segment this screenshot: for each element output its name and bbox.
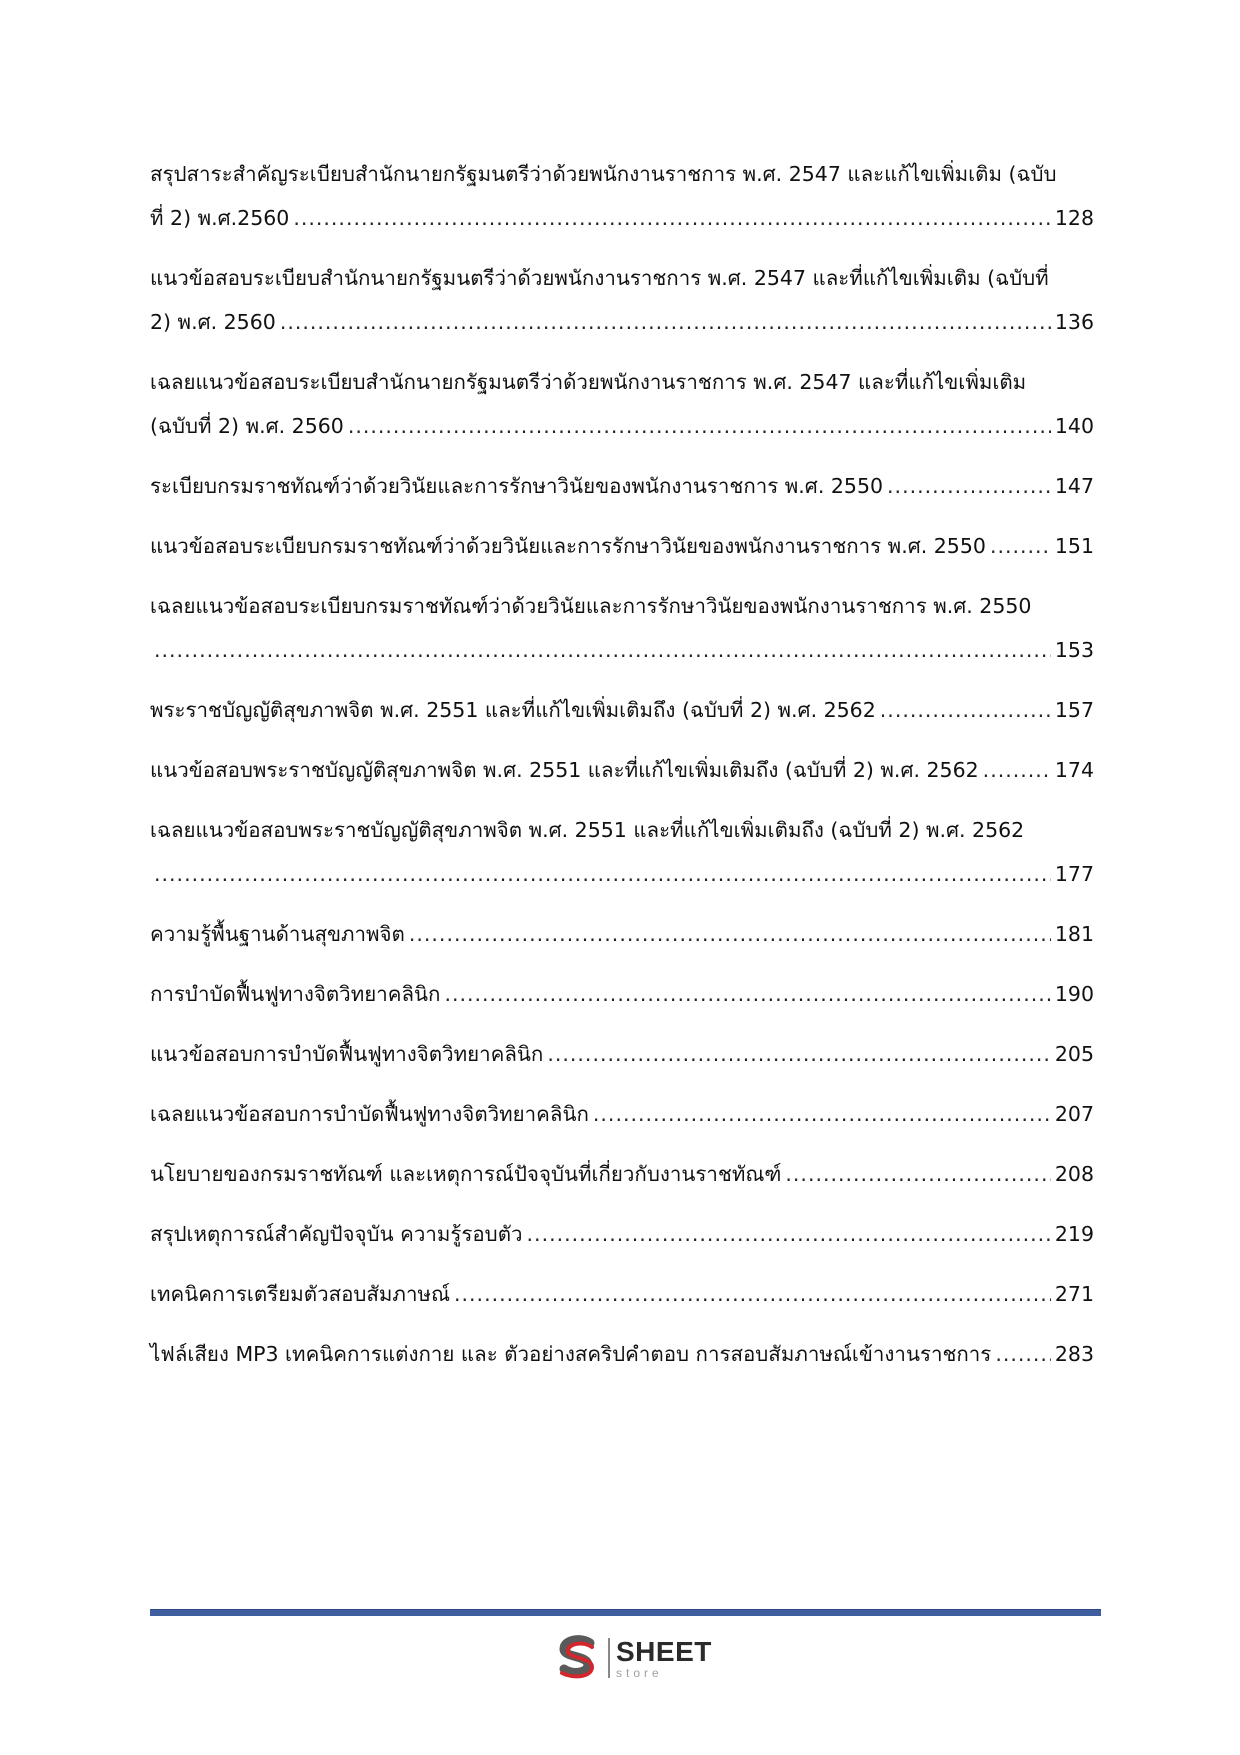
- logo-divider: [608, 1638, 610, 1678]
- toc-entry-title-line1: เฉลยแนวข้อสอบระเบียบกรมราชทัณฑ์ว่าด้วยวินัยและการรักษาวินัยของพนักงานราชการ พ.ศ. 2550: [150, 594, 1032, 618]
- toc-leader-dots: [444, 972, 1050, 1016]
- toc-entry[interactable]: [150, 1152, 1094, 1196]
- logo-text: [616, 1635, 712, 1680]
- toc-leader-dots: [880, 688, 1051, 732]
- toc-entry[interactable]: [150, 808, 1094, 896]
- toc-entry[interactable]: [150, 748, 1094, 792]
- toc-entry-line2: [150, 404, 1094, 448]
- toc-leader-dots: [454, 1272, 1051, 1316]
- toc-leader-dots: [154, 852, 1051, 896]
- toc-entry-title: ระเบียบกรมราชทัณฑ์ว่าด้วยวินัยและการรักษาวินัยของพนักงานราชการ พ.ศ. 2550: [150, 474, 884, 498]
- toc-entry-title: แนวข้อสอบการบำบัดฟื้นฟูทางจิตวิทยาคลินิก: [150, 1042, 544, 1066]
- toc-entry-title-line2: (ฉบับที่ 2) พ.ศ. 2560: [150, 414, 344, 438]
- toc-entry[interactable]: [150, 464, 1094, 508]
- toc-leader-dots: [280, 300, 1051, 344]
- toc-entry-title: แนวข้อสอบพระราชบัญญัติสุขภาพจิต พ.ศ. 2551 และที่แก้ไขเพิ่มเติมถึง (ฉบับที่ 2) พ.ศ. 2562: [150, 758, 979, 782]
- toc-entry-title: นโยบายของกรมราชทัณฑ์ และเหตุการณ์ปัจจุบันที่เกี่ยวกับงานราชทัณฑ์: [150, 1162, 782, 1186]
- toc-entry-line2: [150, 628, 1094, 672]
- toc-entry-title-line1: แนวข้อสอบระเบียบสำนักนายกรัฐมนตรีว่าด้วยพนักงานราชการ พ.ศ. 2547 และที่แก้ไขเพิ่มเติม (ฉบับที่: [150, 266, 1049, 290]
- toc-entry-title: เฉลยแนวข้อสอบการบำบัดฟื้นฟูทางจิตวิทยาคลินิก: [150, 1102, 589, 1126]
- toc-page-number: 283: [1054, 1342, 1094, 1366]
- toc-leader-dots: [527, 1212, 1051, 1256]
- toc-entry-title-line2: ที่ 2) พ.ศ.2560: [150, 206, 290, 230]
- toc-entry[interactable]: [150, 1332, 1094, 1376]
- toc-leader-dots: [154, 628, 1051, 672]
- toc-entry-title-line1: เฉลยแนวข้อสอบระเบียบสำนักนายกรัฐมนตรีว่าด้วยพนักงานราชการ พ.ศ. 2547 และที่แก้ไขเพิ่มเติม: [150, 370, 1027, 394]
- toc-entry[interactable]: [150, 1272, 1094, 1316]
- toc-entry-title: ไฟล์เสียง MP3 เทคนิคการแต่งกาย และ ตัวอย่างสคริปคำตอบ การสอบสัมภาษณ์เข้างานราชการ: [150, 1342, 992, 1366]
- toc-page-number: 157: [1054, 698, 1094, 722]
- toc-entry-title: เทคนิคการเตรียมตัวสอบสัมภาษณ์: [150, 1282, 450, 1306]
- toc-entry-line2: [150, 852, 1094, 896]
- toc-entry[interactable]: [150, 688, 1094, 732]
- toc-entry[interactable]: [150, 1092, 1094, 1136]
- toc-entry[interactable]: [150, 1212, 1094, 1256]
- toc-entry[interactable]: [150, 152, 1094, 240]
- toc-page-number: 190: [1054, 982, 1094, 1006]
- toc-entry-title: การบำบัดฟื้นฟูทางจิตวิทยาคลินิก: [150, 982, 441, 1006]
- toc-page-number: 136: [1054, 310, 1094, 334]
- toc-page-number: 177: [1054, 862, 1094, 886]
- toc-entry-title: ความรู้พื้นฐานด้านสุขภาพจิต: [150, 922, 405, 946]
- toc-page-number: 207: [1054, 1102, 1094, 1126]
- toc-leader-dots: [593, 1092, 1051, 1136]
- toc-entry[interactable]: [150, 584, 1094, 672]
- toc-entry[interactable]: [150, 360, 1094, 448]
- logo-word: SHEET: [616, 1635, 712, 1667]
- toc-page-number: 128: [1054, 206, 1094, 230]
- toc-leader-dots: [990, 524, 1051, 568]
- logo-sub: store: [616, 1665, 663, 1680]
- toc-page-number: 205: [1054, 1042, 1094, 1066]
- toc-entry-line2: [150, 300, 1094, 344]
- toc-leader-dots: [293, 196, 1051, 240]
- toc-entry[interactable]: [150, 1032, 1094, 1076]
- toc-page-number: 174: [1054, 758, 1094, 782]
- toc-leader-dots: [785, 1152, 1050, 1196]
- toc-leader-dots: [409, 912, 1051, 956]
- toc-page-number: 147: [1054, 474, 1094, 498]
- toc-page-number: 271: [1054, 1282, 1094, 1306]
- toc-leader-dots: [547, 1032, 1051, 1076]
- toc-page-number: 181: [1054, 922, 1094, 946]
- toc-entry-title: พระราชบัญญัติสุขภาพจิต พ.ศ. 2551 และที่แก้ไขเพิ่มเติมถึง (ฉบับที่ 2) พ.ศ. 2562: [150, 698, 876, 722]
- toc-leader-dots: [348, 404, 1051, 448]
- toc-entry-title-line1: สรุปสาระสำคัญระเบียบสำนักนายกรัฐมนตรีว่าด้วยพนักงานราชการ พ.ศ. 2547 และแก้ไขเพิ่มเติม (ฉบับ: [150, 162, 1057, 186]
- toc-page-number: 153: [1054, 638, 1094, 662]
- toc-entry[interactable]: [150, 972, 1094, 1016]
- toc-leader-dots: [887, 464, 1051, 508]
- toc-entry-line2: [150, 196, 1094, 240]
- toc-entry-title: แนวข้อสอบระเบียบกรมราชทัณฑ์ว่าด้วยวินัยและการรักษาวินัยของพนักงานราชการ พ.ศ. 2550: [150, 534, 986, 558]
- toc-entry[interactable]: [150, 256, 1094, 344]
- toc-page-number: 140: [1054, 414, 1094, 438]
- toc-entry[interactable]: [150, 524, 1094, 568]
- toc-page-number: 151: [1054, 534, 1094, 558]
- toc-entry[interactable]: [150, 912, 1094, 956]
- toc-page-number: 219: [1054, 1222, 1094, 1246]
- toc-entry-title: สรุปเหตุการณ์สำคัญปัจจุบัน ความรู้รอบตัว: [150, 1222, 523, 1246]
- toc-leader-dots: [995, 1332, 1051, 1376]
- table-of-contents: [150, 152, 1094, 1392]
- toc-page-number: 208: [1054, 1162, 1094, 1186]
- sheet-store-s-icon: [552, 1633, 602, 1683]
- sheet-store-logo: [552, 1630, 722, 1686]
- toc-entry-title-line1: เฉลยแนวข้อสอบพระราชบัญญัติสุขภาพจิต พ.ศ. 2551 และที่แก้ไขเพิ่มเติมถึง (ฉบับที่ 2) พ.ศ. 2562: [150, 818, 1025, 842]
- toc-leader-dots: [983, 748, 1051, 792]
- footer-rule: [150, 1609, 1101, 1616]
- toc-entry-title-line2: 2) พ.ศ. 2560: [150, 310, 276, 334]
